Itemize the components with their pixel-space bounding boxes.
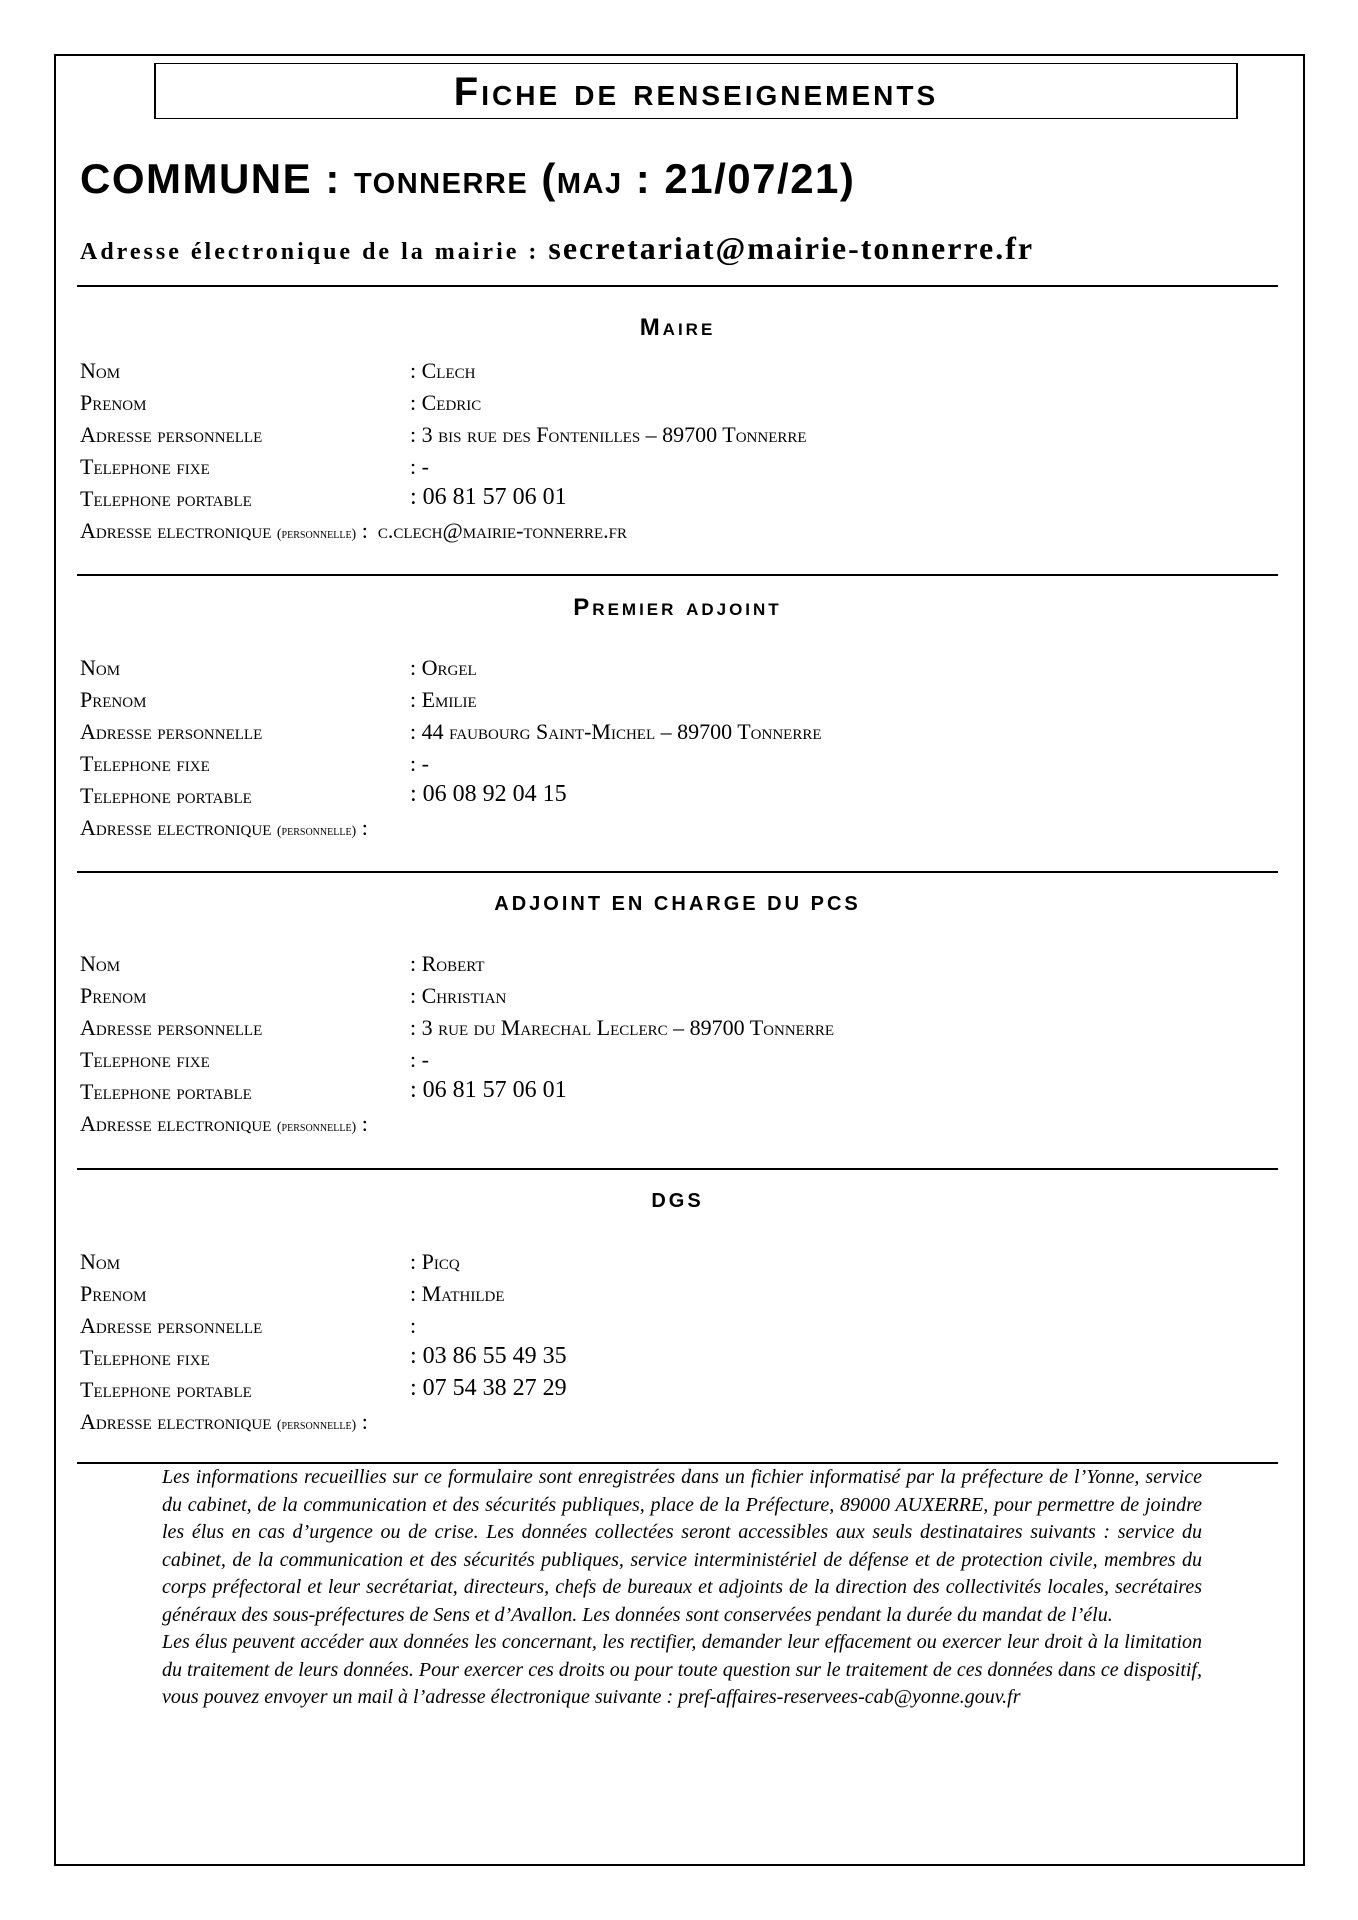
- privacy-notice-rights-paragraph: Les élus peuvent accéder aux données les concernant, les rectifier, demander leur effacement ou exercer leur droit à la limitation du traitement de leurs données. Pour exercer ces droits ou pour toute question sur le traitement de ces données dans ce dispositif, vous pouvez envoyer un mail à l’adresse électronique suivante : pref-affaires-reservees-cab@yonne.gouv.fr: [162, 1631, 1202, 1708]
- label-adresse: Adresse personnelle: [80, 719, 263, 744]
- label-email-colon: :: [356, 815, 368, 840]
- label-nom: Nom: [80, 1249, 121, 1274]
- label-prenom: Prenom: [80, 390, 147, 415]
- label-adresse: Adresse personnelle: [80, 422, 263, 447]
- label-tel-portable: Telephone portable: [80, 1079, 252, 1104]
- value-adresse: : 3 bis rue des Fontenilles – 89700 Tonnerre: [410, 422, 807, 447]
- value-tel-portable: : 06 81 57 06 01: [410, 1077, 567, 1103]
- value-tel-portable: : 06 08 92 04 15: [410, 781, 567, 807]
- commune-heading: [80, 155, 855, 203]
- divider: [77, 574, 1278, 576]
- section-title-premier-adjoint: Premier adjoint: [573, 594, 782, 621]
- field-email: [80, 815, 378, 845]
- label-tel-fixe: Telephone fixe: [80, 1047, 210, 1072]
- label-nom: Nom: [80, 655, 121, 680]
- label-tel-fixe: Telephone fixe: [80, 751, 210, 776]
- label-tel-portable: Telephone portable: [80, 1377, 252, 1402]
- commune-maj-label: (maj :: [541, 155, 665, 202]
- label-tel-portable: Telephone portable: [80, 783, 252, 808]
- label-adresse: Adresse personnelle: [80, 1015, 263, 1040]
- commune-maj-date: 21/07/21: [664, 155, 840, 202]
- label-email-small: (personnelle): [276, 527, 357, 542]
- section-title-dgs: DGS: [651, 1190, 704, 1212]
- value-tel-fixe: : -: [410, 454, 429, 479]
- value-nom: : Picq: [410, 1249, 460, 1274]
- commune-prefix: COMMUNE :: [80, 155, 341, 202]
- value-tel-portable: : 07 54 38 27 29: [410, 1375, 567, 1401]
- field-email: [80, 518, 627, 548]
- commune-maj-close: ): [839, 155, 856, 202]
- label-email-small: (personnelle): [276, 1120, 357, 1135]
- value-tel-portable: : 06 81 57 06 01: [410, 484, 567, 510]
- divider: [77, 1168, 1278, 1170]
- commune-name: tonnerre: [353, 155, 529, 202]
- page-title: Fiche de renseignements: [154, 63, 1238, 119]
- divider: [77, 871, 1278, 873]
- value-prenom: : Christian: [410, 983, 507, 1008]
- value-adresse: : 3 rue du Marechal Leclerc – 89700 Tonnerre: [410, 1015, 834, 1040]
- label-email: Adresse electronique: [80, 518, 277, 543]
- mairie-email-line: [80, 230, 1034, 267]
- value-nom: : Orgel: [410, 655, 477, 680]
- label-email: Adresse electronique: [80, 1111, 277, 1136]
- mairie-email-label: Adresse électronique de la mairie :: [80, 239, 549, 265]
- label-prenom: Prenom: [80, 1281, 147, 1306]
- value-tel-fixe: : 03 86 55 49 35: [410, 1343, 567, 1369]
- section-title-maire: Maire: [639, 314, 716, 341]
- label-nom: Nom: [80, 951, 121, 976]
- label-email-colon: :: [356, 1111, 368, 1136]
- label-email-colon: :: [356, 1409, 368, 1434]
- label-prenom: Prenom: [80, 983, 147, 1008]
- value-nom: : Clech: [410, 358, 476, 383]
- value-prenom: : Cedric: [410, 390, 482, 415]
- value-email: c.clech@mairie-tonnerre.fr: [377, 518, 628, 543]
- value-nom: : Robert: [410, 951, 485, 976]
- privacy-notice: [162, 1464, 1202, 1712]
- label-email: Adresse electronique: [80, 815, 277, 840]
- label-email-small: (personnelle): [276, 824, 357, 839]
- section-title-adjoint-pcs: ADJOINT EN CHARGE DU PCS: [494, 893, 861, 915]
- field-email: [80, 1409, 378, 1439]
- label-prenom: Prenom: [80, 687, 147, 712]
- label-nom: Nom: [80, 358, 121, 383]
- value-tel-fixe: : -: [410, 751, 429, 776]
- label-email-colon: :: [356, 518, 368, 543]
- label-tel-fixe: Telephone fixe: [80, 1345, 210, 1370]
- value-prenom: : Mathilde: [410, 1281, 505, 1306]
- divider: [77, 285, 1278, 287]
- value-tel-fixe: : -: [410, 1047, 429, 1072]
- privacy-notice-paragraph: Les informations recueillies sur ce formulaire sont enregistrées dans un fichier informatisé par la préfecture de l’Yonne, service du cabinet, de la communication et des sécurités publiques, place de la Préfecture, 89000 AUXERRE, pour permettre de joindre les élus en cas d’urgence ou de crise. Les données collectées seront accessibles aux seuls destinataires suivants : service du cabinet, de la communication et des sécurités publiques, service interministériel de défense et de protection civile, membres du corps préfectoral et leur secrétariat, directeurs, chefs de bureaux et adjoints de la direction des collectivités locales, secrétaires généraux des sous-préfectures de Sens et d’Avallon. Les données sont conservées pendant la durée du mandat de l’élu.: [162, 1466, 1202, 1626]
- value-adresse: :: [410, 1313, 417, 1338]
- label-email-small: (personnelle): [276, 1418, 357, 1433]
- label-email: Adresse electronique: [80, 1409, 277, 1434]
- label-tel-fixe: Telephone fixe: [80, 454, 210, 479]
- label-adresse: Adresse personnelle: [80, 1313, 263, 1338]
- field-email: [80, 1111, 378, 1141]
- value-adresse: : 44 faubourg Saint-Michel – 89700 Tonnerre: [410, 719, 822, 744]
- mairie-email-value: secretariat@mairie-tonnerre.fr: [548, 230, 1035, 266]
- value-prenom: : Emilie: [410, 687, 477, 712]
- label-tel-portable: Telephone portable: [80, 486, 252, 511]
